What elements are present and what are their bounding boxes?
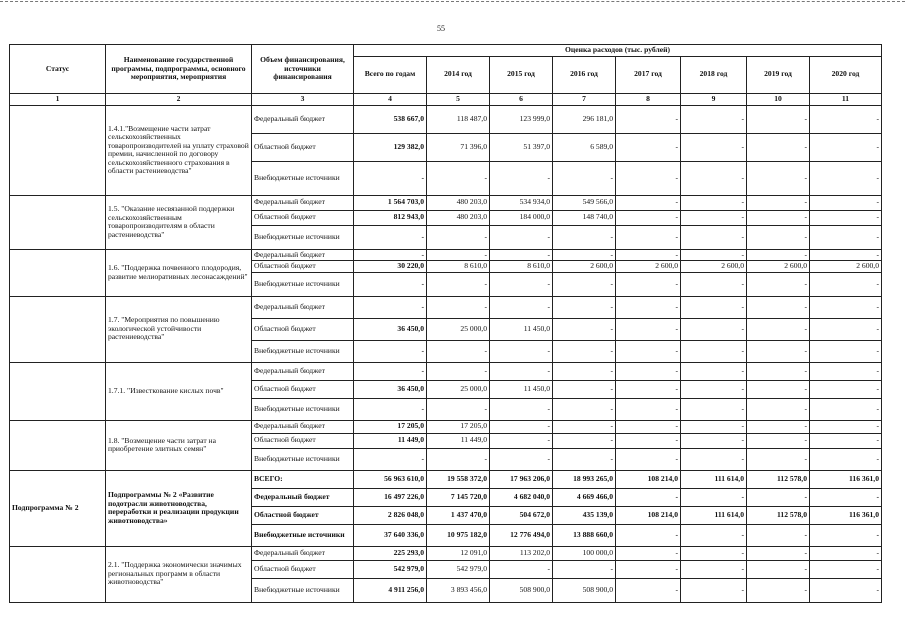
total-value-cell: - xyxy=(354,272,427,296)
year-value-cell: 112 578,0 xyxy=(747,470,810,488)
year-value-cell: 116 361,0 xyxy=(810,470,882,488)
table-row xyxy=(10,249,882,261)
header-year: 2018 год xyxy=(681,56,747,93)
year-value-cell: - xyxy=(553,272,616,296)
year-value-cell: - xyxy=(747,448,810,470)
year-value-cell: 116 361,0 xyxy=(810,506,882,524)
year-value-cell: 504 672,0 xyxy=(490,506,553,524)
year-value-cell: - xyxy=(427,161,490,195)
table-row xyxy=(10,470,882,488)
year-value-cell: - xyxy=(681,161,747,195)
program-name-cell: 1.5. "Оказание несвязанной поддержки сельскохозяйственным товаропроизводителям в области растениеводства" xyxy=(106,195,252,249)
funding-source-cell: Федеральный бюджет xyxy=(252,420,354,433)
total-value-cell: 37 640 336,0 xyxy=(354,524,427,546)
year-value-cell: 534 934,0 xyxy=(490,195,553,210)
year-value-cell: 123 999,0 xyxy=(490,105,553,133)
year-value-cell: - xyxy=(427,340,490,362)
year-value-cell: 17 205,0 xyxy=(427,420,490,433)
year-value-cell: - xyxy=(427,225,490,249)
year-value-cell: 148 740,0 xyxy=(553,210,616,225)
program-name-cell: 1.6. "Поддержка почвенного плодородия, развитие мелиоративных лесонасаждений" xyxy=(106,249,252,296)
year-value-cell: - xyxy=(427,249,490,261)
funding-source-cell: Областной бюджет xyxy=(252,133,354,161)
column-index: 3 xyxy=(252,93,354,105)
column-index: 8 xyxy=(616,93,681,105)
funding-source-cell: Областной бюджет xyxy=(252,560,354,578)
year-value-cell: - xyxy=(681,272,747,296)
column-index: 10 xyxy=(747,93,810,105)
year-value-cell: - xyxy=(810,249,882,261)
year-value-cell: 184 000,0 xyxy=(490,210,553,225)
year-value-cell: - xyxy=(681,546,747,560)
year-value-cell: - xyxy=(747,420,810,433)
year-value-cell: - xyxy=(553,398,616,420)
year-value-cell: - xyxy=(616,272,681,296)
funding-source-cell: Внебюджетные источники xyxy=(252,161,354,195)
year-value-cell: 118 487,0 xyxy=(427,105,490,133)
year-value-cell: - xyxy=(747,433,810,448)
year-value-cell: - xyxy=(747,546,810,560)
year-value-cell: - xyxy=(616,488,681,506)
status-cell xyxy=(10,105,106,195)
page-number: 55 xyxy=(437,24,445,33)
year-value-cell: 435 139,0 xyxy=(553,506,616,524)
total-value-cell: 812 943,0 xyxy=(354,210,427,225)
status-cell xyxy=(10,420,106,470)
year-value-cell: 6 589,0 xyxy=(553,133,616,161)
funding-source-cell: Федеральный бюджет xyxy=(252,488,354,506)
funding-source-cell: Областной бюджет xyxy=(252,210,354,225)
funding-source-cell: ВСЕГО: xyxy=(252,470,354,488)
year-value-cell: - xyxy=(427,362,490,380)
year-value-cell: - xyxy=(681,249,747,261)
year-value-cell: - xyxy=(616,195,681,210)
year-value-cell: - xyxy=(810,210,882,225)
year-value-cell: 2 600,0 xyxy=(810,261,882,273)
year-value-cell: 112 578,0 xyxy=(747,506,810,524)
year-value-cell: - xyxy=(810,340,882,362)
funding-source-cell: Федеральный бюджет xyxy=(252,362,354,380)
year-value-cell: - xyxy=(490,161,553,195)
total-value-cell: 17 205,0 xyxy=(354,420,427,433)
funding-source-cell: Внебюджетные источники xyxy=(252,272,354,296)
year-value-cell: 7 145 720,0 xyxy=(427,488,490,506)
header-year: 2014 год xyxy=(427,56,490,93)
column-index: 5 xyxy=(427,93,490,105)
year-value-cell: - xyxy=(490,560,553,578)
funding-source-cell: Внебюджетные источники xyxy=(252,340,354,362)
status-cell: Подпрограмма № 2 xyxy=(10,470,106,546)
header-year: 2016 год xyxy=(553,56,616,93)
funding-source-cell: Областной бюджет xyxy=(252,506,354,524)
funding-source-cell: Внебюджетные источники xyxy=(252,398,354,420)
total-value-cell: - xyxy=(354,249,427,261)
year-value-cell: - xyxy=(681,296,747,318)
year-value-cell: - xyxy=(681,195,747,210)
year-value-cell: 100 000,0 xyxy=(553,546,616,560)
year-value-cell: - xyxy=(616,318,681,340)
program-name-cell: 1.7. "Мероприятия по повышению экологической устойчивости растениеводства" xyxy=(106,296,252,362)
status-cell xyxy=(10,546,106,602)
year-value-cell: - xyxy=(427,296,490,318)
year-value-cell: 508 900,0 xyxy=(553,578,616,602)
table-row xyxy=(10,105,882,133)
year-value-cell: - xyxy=(681,133,747,161)
column-index: 7 xyxy=(553,93,616,105)
year-value-cell: - xyxy=(747,133,810,161)
year-value-cell: 296 181,0 xyxy=(553,105,616,133)
year-value-cell: - xyxy=(553,318,616,340)
year-value-cell: 12 091,0 xyxy=(427,546,490,560)
year-value-cell: 25 000,0 xyxy=(427,318,490,340)
year-value-cell: - xyxy=(810,133,882,161)
funding-source-cell: Внебюджетные источники xyxy=(252,448,354,470)
year-value-cell: - xyxy=(553,433,616,448)
year-value-cell: - xyxy=(810,433,882,448)
status-cell xyxy=(10,362,106,420)
total-value-cell: 36 450,0 xyxy=(354,380,427,398)
table-row xyxy=(10,195,882,210)
year-value-cell: 480 203,0 xyxy=(427,195,490,210)
header-total: Всего по годам xyxy=(354,56,427,93)
year-value-cell: - xyxy=(747,249,810,261)
year-value-cell: - xyxy=(681,398,747,420)
year-value-cell: 549 566,0 xyxy=(553,195,616,210)
total-value-cell: 225 293,0 xyxy=(354,546,427,560)
column-index: 1 xyxy=(10,93,106,105)
year-value-cell: - xyxy=(553,296,616,318)
year-value-cell: 2 600,0 xyxy=(747,261,810,273)
funding-source-cell: Внебюджетные источники xyxy=(252,524,354,546)
year-value-cell: - xyxy=(810,578,882,602)
year-value-cell: 480 203,0 xyxy=(427,210,490,225)
year-value-cell: - xyxy=(681,420,747,433)
year-value-cell: - xyxy=(747,318,810,340)
year-value-cell: - xyxy=(681,524,747,546)
header-status: Статус xyxy=(10,45,106,94)
program-name-cell: Подпрограммы № 2 «Развитие подотрасли животноводства, переработки и реализации продукции животноводства» xyxy=(106,470,252,546)
funding-source-cell: Областной бюджет xyxy=(252,318,354,340)
year-value-cell: - xyxy=(490,420,553,433)
table-body xyxy=(10,105,882,602)
year-value-cell: - xyxy=(810,398,882,420)
year-value-cell: 111 614,0 xyxy=(681,506,747,524)
year-value-cell: - xyxy=(810,362,882,380)
total-value-cell: 2 826 048,0 xyxy=(354,506,427,524)
year-value-cell: 19 558 372,0 xyxy=(427,470,490,488)
year-value-cell: - xyxy=(616,420,681,433)
year-value-cell: - xyxy=(747,398,810,420)
year-value-cell: - xyxy=(616,546,681,560)
year-value-cell: - xyxy=(810,272,882,296)
funding-source-cell: Федеральный бюджет xyxy=(252,249,354,261)
year-value-cell: - xyxy=(747,105,810,133)
year-value-cell: 2 600,0 xyxy=(553,261,616,273)
status-cell xyxy=(10,296,106,362)
year-value-cell: - xyxy=(616,105,681,133)
year-value-cell: 71 396,0 xyxy=(427,133,490,161)
year-value-cell: - xyxy=(616,448,681,470)
total-value-cell: 36 450,0 xyxy=(354,318,427,340)
year-value-cell: - xyxy=(747,210,810,225)
column-index: 4 xyxy=(354,93,427,105)
year-value-cell: 2 600,0 xyxy=(681,261,747,273)
year-value-cell: - xyxy=(616,433,681,448)
year-value-cell: - xyxy=(681,318,747,340)
year-value-cell: 113 202,0 xyxy=(490,546,553,560)
column-index: 2 xyxy=(106,93,252,105)
year-value-cell: - xyxy=(747,195,810,210)
program-name-cell: 1.7.1. "Известкование кислых почв" xyxy=(106,362,252,420)
year-value-cell: - xyxy=(553,340,616,362)
year-value-cell: - xyxy=(427,272,490,296)
year-value-cell: - xyxy=(490,398,553,420)
year-value-cell: - xyxy=(616,340,681,362)
program-name-cell: 1.4.1."Возмещение части затрат сельскохозяйственных товаропроизводителей на уплату страховой премии, начисленной по договору сельскохозяйственного страхования в области растениеводства" xyxy=(106,105,252,195)
year-value-cell: - xyxy=(427,448,490,470)
year-value-cell: - xyxy=(681,380,747,398)
year-value-cell: - xyxy=(810,380,882,398)
total-value-cell: 1 564 703,0 xyxy=(354,195,427,210)
year-value-cell: - xyxy=(616,380,681,398)
year-value-cell: - xyxy=(747,362,810,380)
total-value-cell: 4 911 256,0 xyxy=(354,578,427,602)
column-index: 6 xyxy=(490,93,553,105)
year-value-cell: 8 610,0 xyxy=(490,261,553,273)
year-value-cell: 25 000,0 xyxy=(427,380,490,398)
header-year: 2019 год xyxy=(747,56,810,93)
year-value-cell: - xyxy=(490,249,553,261)
year-value-cell: - xyxy=(810,420,882,433)
year-value-cell: - xyxy=(810,318,882,340)
total-value-cell: 56 963 610,0 xyxy=(354,470,427,488)
year-value-cell: - xyxy=(553,249,616,261)
header-volume: Объем финансирования, источники финансирования xyxy=(252,45,354,94)
year-value-cell: 13 888 660,0 xyxy=(553,524,616,546)
total-value-cell: - xyxy=(354,296,427,318)
year-value-cell: - xyxy=(681,340,747,362)
year-value-cell: - xyxy=(681,105,747,133)
year-value-cell: - xyxy=(490,272,553,296)
year-value-cell: 8 610,0 xyxy=(427,261,490,273)
year-value-cell: - xyxy=(747,560,810,578)
year-value-cell: 4 682 040,0 xyxy=(490,488,553,506)
year-value-cell: 18 993 265,0 xyxy=(553,470,616,488)
year-value-cell: - xyxy=(810,296,882,318)
year-value-cell: - xyxy=(681,578,747,602)
year-value-cell: - xyxy=(681,448,747,470)
year-value-cell: - xyxy=(747,578,810,602)
total-value-cell: 11 449,0 xyxy=(354,433,427,448)
year-value-cell: - xyxy=(681,362,747,380)
budget-table xyxy=(9,44,882,603)
funding-source-cell: Внебюджетные источники xyxy=(252,225,354,249)
year-value-cell: 11 450,0 xyxy=(490,380,553,398)
year-value-cell: 3 893 456,0 xyxy=(427,578,490,602)
table-row xyxy=(10,420,882,433)
year-value-cell: 108 214,0 xyxy=(616,470,681,488)
year-value-cell: - xyxy=(681,560,747,578)
year-value-cell: - xyxy=(810,195,882,210)
status-cell xyxy=(10,249,106,296)
year-value-cell: - xyxy=(490,448,553,470)
year-value-cell: - xyxy=(810,105,882,133)
year-value-cell: 51 397,0 xyxy=(490,133,553,161)
year-value-cell: - xyxy=(616,524,681,546)
year-value-cell: - xyxy=(490,362,553,380)
year-value-cell: - xyxy=(553,362,616,380)
funding-source-cell: Внебюджетные источники xyxy=(252,578,354,602)
year-value-cell: - xyxy=(553,161,616,195)
total-value-cell: - xyxy=(354,448,427,470)
year-value-cell: - xyxy=(747,488,810,506)
program-name-cell: 1.8. "Возмещение части затрат на приобретение элитных семян" xyxy=(106,420,252,470)
header-estimate: Оценка расходов (тыс. рублей) xyxy=(354,45,882,57)
total-value-cell: - xyxy=(354,362,427,380)
year-value-cell: 111 614,0 xyxy=(681,470,747,488)
year-value-cell: - xyxy=(490,225,553,249)
year-value-cell: - xyxy=(810,524,882,546)
table-row xyxy=(10,546,882,560)
funding-source-cell: Областной бюджет xyxy=(252,380,354,398)
year-value-cell: - xyxy=(553,560,616,578)
total-value-cell: - xyxy=(354,340,427,362)
year-value-cell: - xyxy=(616,133,681,161)
column-index: 9 xyxy=(681,93,747,105)
year-value-cell: - xyxy=(810,448,882,470)
year-value-cell: 542 979,0 xyxy=(427,560,490,578)
funding-source-cell: Федеральный бюджет xyxy=(252,195,354,210)
year-value-cell: - xyxy=(616,161,681,195)
year-value-cell: - xyxy=(553,380,616,398)
year-value-cell: - xyxy=(747,380,810,398)
header-name: Наименование государственной программы, подпрограммы, основного мероприятия, мероприятия xyxy=(106,45,252,94)
year-value-cell: - xyxy=(810,546,882,560)
year-value-cell: - xyxy=(616,578,681,602)
year-value-cell: - xyxy=(747,524,810,546)
year-value-cell: 508 900,0 xyxy=(490,578,553,602)
year-value-cell: - xyxy=(616,398,681,420)
year-value-cell: - xyxy=(747,272,810,296)
year-value-cell: - xyxy=(616,296,681,318)
header-year: 2017 год xyxy=(616,56,681,93)
year-value-cell: - xyxy=(553,420,616,433)
year-value-cell: - xyxy=(681,210,747,225)
year-value-cell: - xyxy=(553,448,616,470)
year-value-cell: - xyxy=(553,225,616,249)
year-value-cell: 17 963 206,0 xyxy=(490,470,553,488)
total-value-cell: - xyxy=(354,161,427,195)
year-value-cell: - xyxy=(810,225,882,249)
year-value-cell: 4 669 466,0 xyxy=(553,488,616,506)
page-top-border xyxy=(0,1,905,2)
year-value-cell: 1 437 470,0 xyxy=(427,506,490,524)
year-value-cell: 11 450,0 xyxy=(490,318,553,340)
year-value-cell: 2 600,0 xyxy=(616,261,681,273)
year-value-cell: - xyxy=(616,225,681,249)
year-value-cell: - xyxy=(681,488,747,506)
year-value-cell: - xyxy=(490,340,553,362)
column-index: 11 xyxy=(810,93,882,105)
funding-source-cell: Областной бюджет xyxy=(252,433,354,448)
table-row xyxy=(10,362,882,380)
table-row xyxy=(10,296,882,318)
total-value-cell: - xyxy=(354,398,427,420)
year-value-cell: - xyxy=(490,296,553,318)
year-value-cell: - xyxy=(616,362,681,380)
total-value-cell: 30 220,0 xyxy=(354,261,427,273)
header-year: 2020 год xyxy=(810,56,882,93)
funding-source-cell: Федеральный бюджет xyxy=(252,546,354,560)
program-name-cell: 2.1. "Поддержка экономически значимых региональных программ в области животноводства" xyxy=(106,546,252,602)
year-value-cell: - xyxy=(427,398,490,420)
year-value-cell: - xyxy=(616,249,681,261)
year-value-cell: 12 776 494,0 xyxy=(490,524,553,546)
year-value-cell: - xyxy=(681,433,747,448)
funding-source-cell: Федеральный бюджет xyxy=(252,105,354,133)
funding-source-cell: Федеральный бюджет xyxy=(252,296,354,318)
total-value-cell: 538 667,0 xyxy=(354,105,427,133)
funding-source-cell: Областной бюджет xyxy=(252,261,354,273)
year-value-cell: - xyxy=(747,340,810,362)
year-value-cell: - xyxy=(747,161,810,195)
year-value-cell: - xyxy=(810,488,882,506)
year-value-cell: 108 214,0 xyxy=(616,506,681,524)
header-year: 2015 год xyxy=(490,56,553,93)
year-value-cell: - xyxy=(616,210,681,225)
year-value-cell: - xyxy=(810,560,882,578)
year-value-cell: - xyxy=(747,225,810,249)
year-value-cell: - xyxy=(810,161,882,195)
total-value-cell: - xyxy=(354,225,427,249)
year-value-cell: 11 449,0 xyxy=(427,433,490,448)
year-value-cell: 10 975 182,0 xyxy=(427,524,490,546)
year-value-cell: - xyxy=(490,433,553,448)
total-value-cell: 129 382,0 xyxy=(354,133,427,161)
year-value-cell: - xyxy=(616,560,681,578)
year-value-cell: - xyxy=(681,225,747,249)
total-value-cell: 16 497 226,0 xyxy=(354,488,427,506)
status-cell xyxy=(10,195,106,249)
total-value-cell: 542 979,0 xyxy=(354,560,427,578)
year-value-cell: - xyxy=(747,296,810,318)
